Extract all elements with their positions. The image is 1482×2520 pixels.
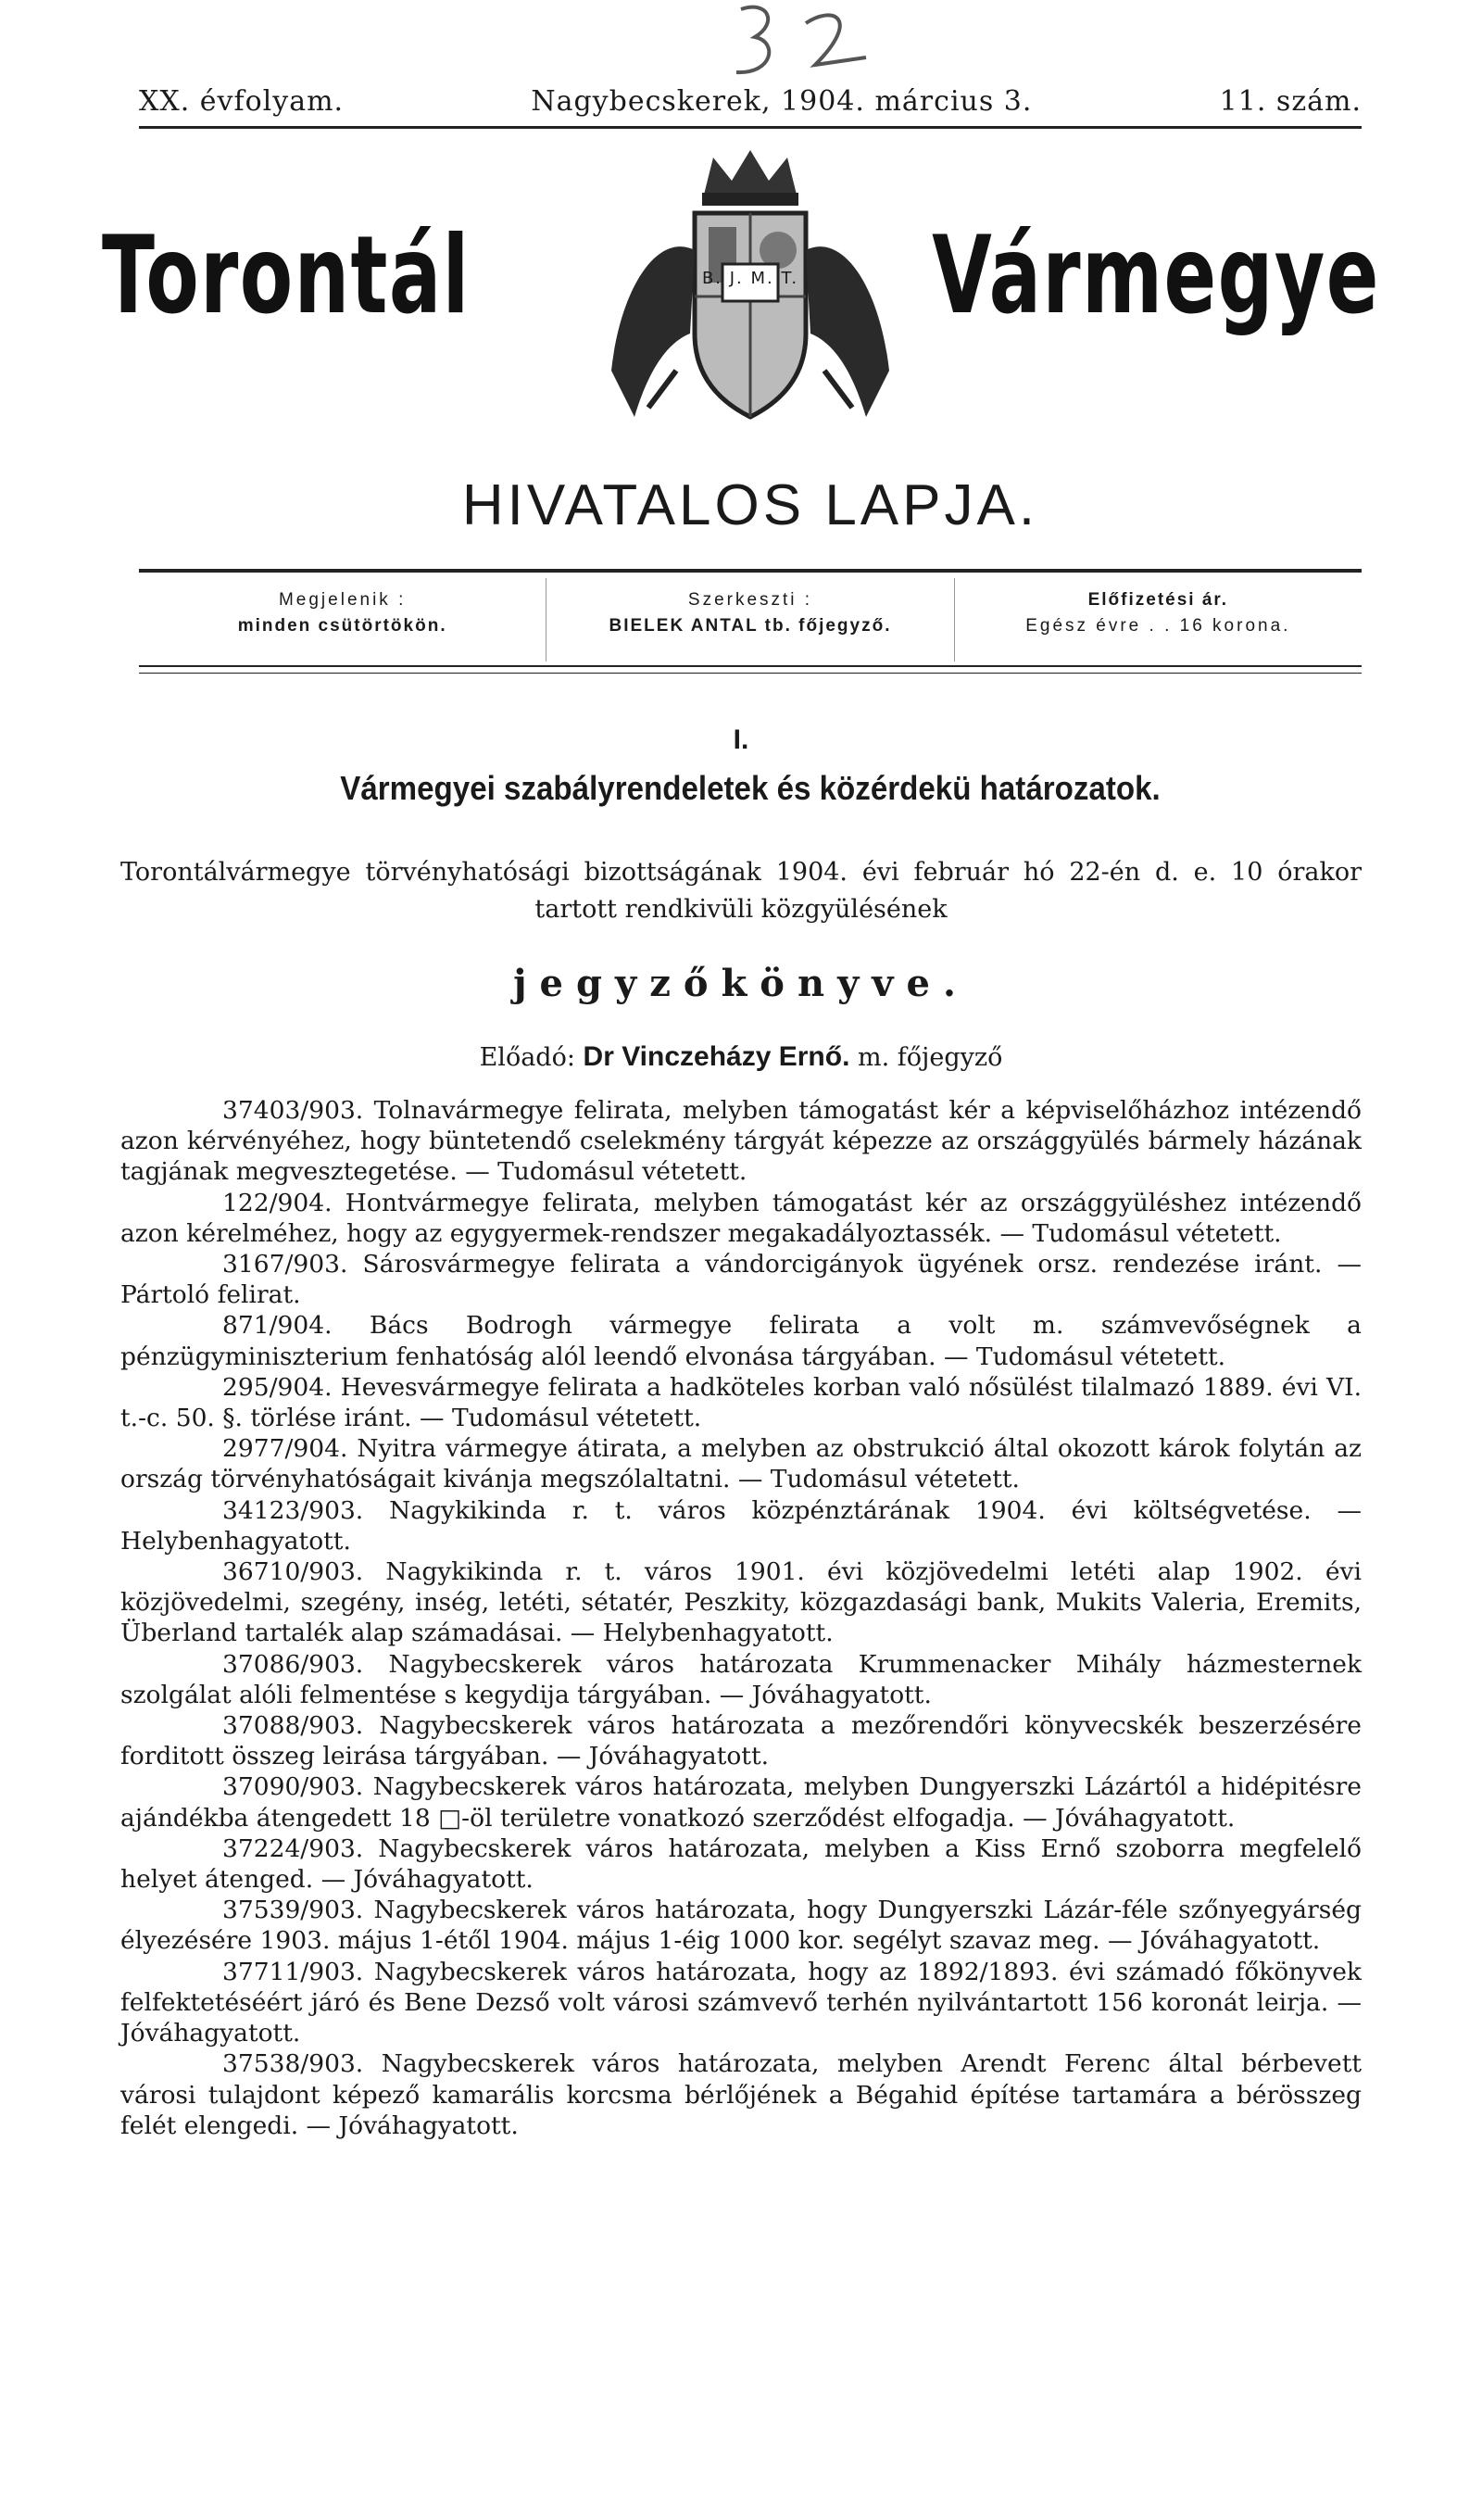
resolution-entry: 37088/903. Nagybecskerek város határozata a mezőrendőri könyvecskék beszerzésére forditott összeg leirása tárgyában. — Jóváhagyatott. xyxy=(120,1711,1362,1771)
issue-number: 11. szám. xyxy=(1219,85,1362,118)
resolution-entry: 37711/903. Nagybecskerek város határozata, hogy az 1892/1893. évi számadó főkönyvek felfektetéséért járó és Bene Dezső volt városi számvevő terhén nyilvántartott 156 koronát leirja. — Jóváhagyatott. xyxy=(120,1957,1362,2048)
title-left: Torontál xyxy=(102,213,471,338)
subtitle: HIVATALOS LAPJA. xyxy=(461,473,1039,537)
resolution-entry: 295/904. Hevesvármegye felirata a hadköteles korban való nősülést tilalmazó 1889. évi VI. t.-c. 50. §. törlése iránt. — Tudomásul vétetett. xyxy=(120,1372,1362,1433)
issue-header xyxy=(139,85,1362,118)
presenter-line xyxy=(0,1041,1482,1073)
crest-text: B. J. M. T. xyxy=(701,269,799,288)
resolution-entry: 37090/903. Nagybecskerek város határozata, melyben Dungyerszki Lázártól a hidépitésre ajándékba átengedett 18 □-öl területre vonatkozó szerződést elfogadja. — Jóváhagyatott. xyxy=(120,1772,1362,1833)
editor-label: Szerkeszti : xyxy=(687,590,813,610)
info-rule-top xyxy=(139,569,1362,573)
info-rule-thin xyxy=(139,673,1362,674)
appears-value: minden csütörtökön. xyxy=(237,616,447,636)
presenter-role: m. főjegyző xyxy=(858,1043,1003,1072)
subscription-info xyxy=(954,578,1362,662)
resolution-entry: 871/904. Bács Bodrogh vármegye felirata a volt m. számvevőségnek a pénzügyminiszterium fenhatóság alól leendő elvonása tárgyában. — Tudomásul vétetett. xyxy=(120,1311,1362,1371)
header-rule xyxy=(139,126,1362,129)
appears-info xyxy=(139,578,546,662)
intro-paragraph: Torontálvármegye törvényhatósági bizottságának 1904. évi február hó 22-én d. e. 10 órakor tartott rendkivüli közgyülésének xyxy=(120,858,1362,924)
resolution-entry: 36710/903. Nagykikinda r. t. város 1901. évi közjövedelmi letéti alap 1902. évi közjövedelmi, szegény, inség, letéti, sétatér, Peszkity, közgazdasági bank, Mukits Valeria, Eremits, Überland tartalék alap számadásai. — Helybenhagyatott. xyxy=(120,1557,1362,1648)
protocol-title: jegyzőkönyve. xyxy=(513,962,969,1005)
resolution-entry: 37538/903. Nagybecskerek város határozata, melyben Arendt Ferenc által bérbevett városi tulajdont képező kamarális korcsma bérlőjének a Bégahid építése tartamára a bérösszeg felét elengedi. — Jóváhagyatott. xyxy=(120,2049,1362,2140)
resolution-entry: 34123/903. Nagykikinda r. t. város közpénztárának 1904. évi költségvetése. — Helybenhagyatott. xyxy=(120,1495,1362,1556)
resolution-entry: 122/904. Hontvármegye felirata, melyben támogatást kér az országgyüléshez intézendő azon kérelméhez, hogy az egygyermek-rendszer megakadályoztassék. — Tudomásul vétetett. xyxy=(120,1188,1362,1248)
publication-info xyxy=(139,578,1362,662)
coat-of-arms xyxy=(593,139,908,445)
resolution-entry: 3167/903. Sárosvármegye felirata a vándorcigányok ügyének orsz. rendezése iránt. — Pártoló felirat. xyxy=(120,1250,1362,1310)
place-date: Nagybecskerek, 1904. március 3. xyxy=(531,85,1033,118)
info-rule-bottom xyxy=(139,665,1362,667)
masthead xyxy=(102,139,1380,482)
handwritten-mark xyxy=(704,0,926,83)
subscription-value: Egész évre . . 16 korona. xyxy=(1025,616,1291,636)
resolution-entry: 37403/903. Tolnavármegye felirata, melyben támogatást kér a képviselőházhoz intézendő azon kérvényéhez, hogy büntetendő cselekmény tárgyát képezze az országgyülés bármely házának tagjának megvesztegetése. — Tudomásul vétetett. xyxy=(120,1096,1362,1187)
section-title: Vármegyei szabályrendeletek és közérdekü határozatok. xyxy=(340,769,1161,807)
subscription-label: Előfizetési ár. xyxy=(1087,590,1229,610)
resolution-entry: 37086/903. Nagybecskerek város határozata Krummenacker Mihály házmesternek szolgálat alóli felmentése s kegydija tárgyában. — Jóváhagyatott. xyxy=(120,1649,1362,1709)
resolution-entry: 37224/903. Nagybecskerek város határozata, melyben a Kiss Ernő szoborra megfelelő helyet átenged. — Jóváhagyatott. xyxy=(120,1833,1362,1895)
coat-of-arms-icon xyxy=(593,139,908,445)
resolution-list xyxy=(120,1095,1362,2141)
title-right: Vármegye xyxy=(932,213,1380,338)
resolution-entry: 2977/904. Nyitra vármegye átirata, a melyben az obstrukció által okozott károk folytán az ország törvényhatóságait kivánja megszólaltatni. — Tudomásul vétetett. xyxy=(120,1434,1362,1494)
appears-label: Megjelenik : xyxy=(278,590,407,610)
editor-value: BIELEK ANTAL tb. főjegyző. xyxy=(609,616,892,636)
handwritten-number-icon xyxy=(704,0,926,83)
presenter-label: Előadó: xyxy=(479,1043,575,1072)
volume: XX. évfolyam. xyxy=(139,85,345,118)
section-number: I. xyxy=(733,724,749,755)
editor-info xyxy=(546,578,953,662)
presenter-name: Dr Vinczeházy Ernő. xyxy=(583,1041,850,1072)
resolution-entry: 37539/903. Nagybecskerek város határozata, hogy Dungyerszki Lázár-féle szőnyegyárség élyezésére 1903. május 1-étől 1904. május 1-éig 1000 kor. segélyt szavaz meg. — Jóváhagyatott. xyxy=(120,1896,1362,1956)
